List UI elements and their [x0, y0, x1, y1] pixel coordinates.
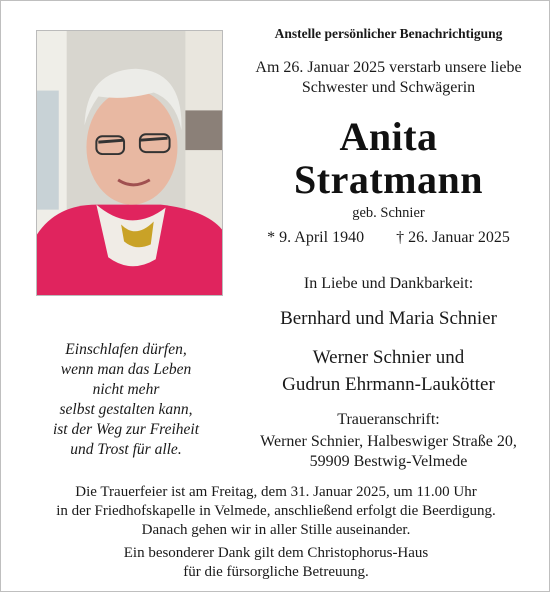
- service-line-2: in der Friedhofskapelle in Velmede, anschließend erfolgt die Beerdigung.: [56, 503, 496, 519]
- poem-line: Einschlafen dürfen,: [65, 341, 187, 358]
- mourner-line-1: Bernhard und Maria Schnier: [280, 308, 497, 329]
- mourning-address: [226, 432, 550, 472]
- mourner-line-3: Gudrun Ehrmann-Laukötter: [282, 374, 495, 395]
- death-date: † 26. Januar 2025: [396, 229, 510, 246]
- thanks-line-1: Ein besonderer Dank gilt dem Christophorus-Haus: [123, 545, 429, 561]
- address-line-2: 59909 Bestwig-Velmede: [309, 453, 468, 470]
- service-line-1: Die Trauerfeier ist am Freitag, dem 31. Januar 2025, um 11.00 Uhr: [75, 484, 477, 500]
- address-line-1: Werner Schnier, Halbeswiger Straße 20,: [260, 433, 517, 450]
- poem-line: wenn man das Leben: [60, 361, 192, 378]
- mourner-line-2: Werner Schnier und: [312, 347, 465, 368]
- death-announcement: [226, 58, 550, 98]
- poem-line: nicht mehr: [92, 381, 160, 398]
- notice-heading: Anstelle persönlicher Benachrichtigung: [274, 26, 503, 41]
- deceased-first-name: Anita: [339, 114, 438, 159]
- thanks-line-2: für die fürsorgliche Betreuung.: [183, 564, 369, 580]
- service-line-3: Danach gehen wir in aller Stille auseinander.: [141, 522, 411, 538]
- poem: [11, 340, 241, 460]
- maiden-name: geb. Schnier: [352, 205, 425, 221]
- funeral-service-info: [1, 483, 550, 540]
- gratitude-line: In Liebe und Dankbarkeit:: [303, 275, 474, 292]
- poem-line: ist der Weg zur Freiheit: [52, 421, 200, 438]
- portrait-photo: [36, 30, 223, 296]
- special-thanks: [1, 544, 550, 582]
- birth-date: * 9. April 1940: [267, 229, 365, 246]
- poem-line: und Trost für alle.: [70, 441, 182, 458]
- portrait-illustration: [37, 31, 222, 295]
- announcement-line-1: Am 26. Januar 2025 verstarb unsere liebe: [255, 59, 522, 76]
- address-label: Traueranschrift:: [337, 411, 440, 428]
- announcement-line-2: Schwester und Schwägerin: [301, 79, 476, 96]
- deceased-last-name: Stratmann: [294, 157, 483, 202]
- life-dates: [226, 229, 550, 247]
- poem-line: selbst gestalten kann,: [59, 401, 193, 418]
